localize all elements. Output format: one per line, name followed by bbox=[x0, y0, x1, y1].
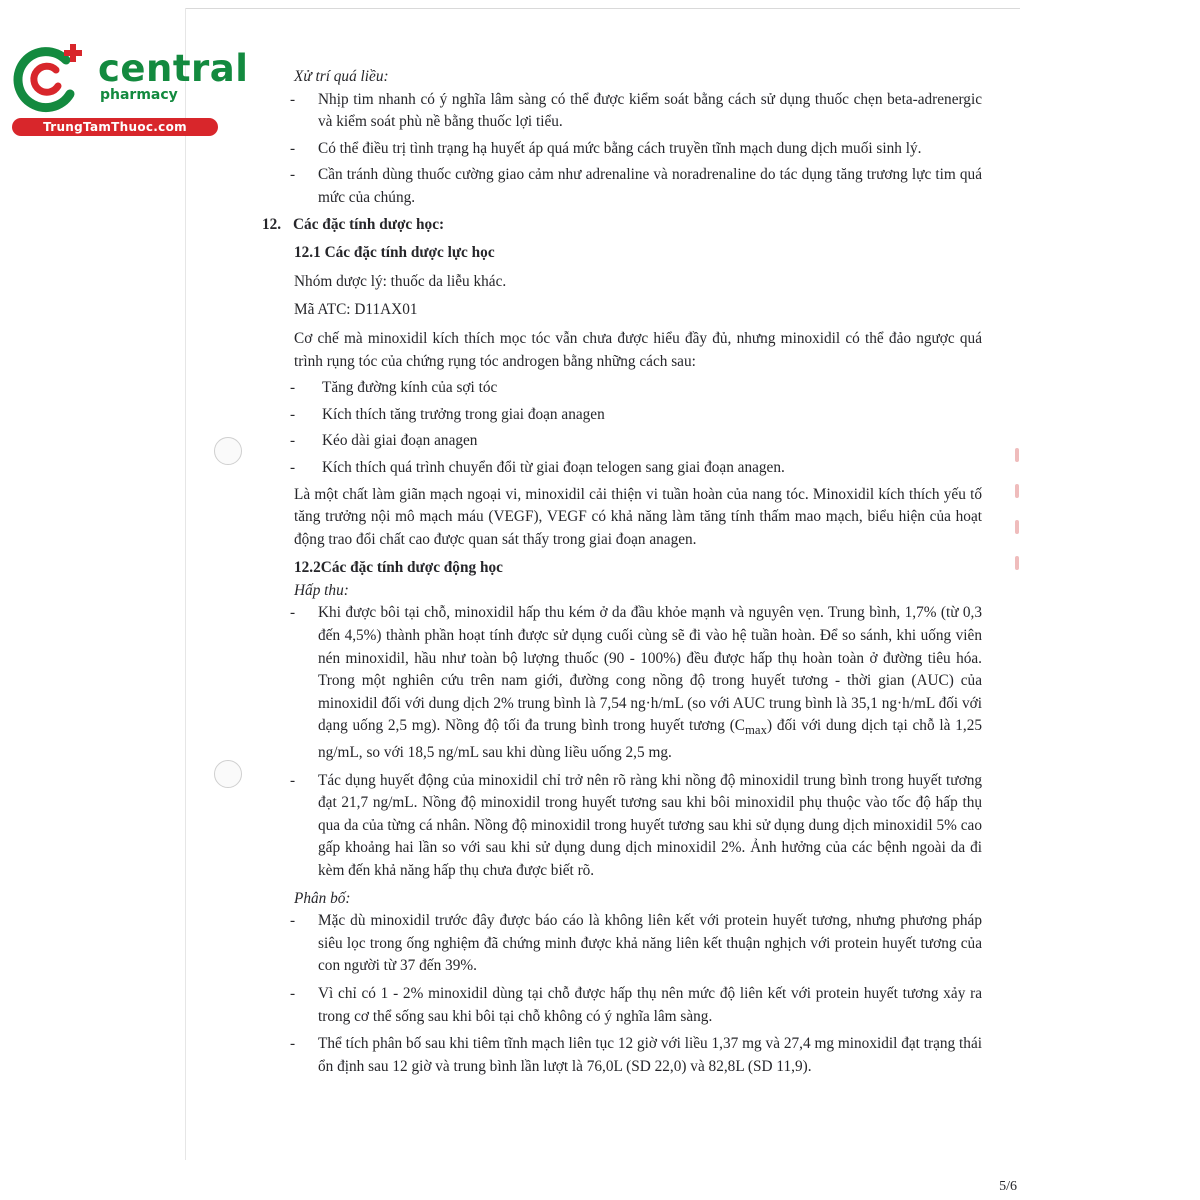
vasodilator-paragraph: Là một chất làm giãn mạch ngoại vi, minoxidil cải thiện vi tuần hoàn của nang tóc. Minoxidil kích thích yếu tố tăng trưởng nội mô mạch máu (VEGF), VEGF có khả năng làm tăng tính thấm mao mạch, biểu hiện của hoạt động trao đổi chất cao được quan sát thấy trong giai đoạn anagen. bbox=[294, 485, 982, 548]
dash: - bbox=[290, 771, 296, 789]
page-edge bbox=[185, 8, 1020, 9]
list-item bbox=[262, 1033, 982, 1078]
absorption-list bbox=[262, 602, 982, 882]
dash: - bbox=[290, 604, 296, 622]
list-item bbox=[262, 457, 982, 480]
logo-brand: central bbox=[98, 47, 249, 90]
document-body bbox=[262, 66, 982, 1083]
mechanism-intro: Cơ chế mà minoxidil kích thích mọc tóc vẫn chưa được hiểu đầy đủ, nhưng minoxidil có thể đảo ngược quá trình rụng tóc của chứng rụng tóc androgen bằng những cách sau: bbox=[294, 329, 982, 370]
dash: - bbox=[290, 1035, 296, 1053]
distribution-list bbox=[262, 910, 982, 1078]
list-item-text: Thể tích phân bố sau khi tiêm tĩnh mạch liên tục 12 giờ với liều 1,37 mg và 27,4 mg minoxidil đạt trạng thái ổn định sau 12 giờ và trung bình lần lượt là 76,0L (SD 22,0) và 82,8L (SD 11,9). bbox=[318, 1035, 982, 1075]
list-item-text: Kéo dài giai đoạn anagen bbox=[322, 432, 478, 450]
dash: - bbox=[290, 912, 296, 930]
page-number: 5/6 bbox=[999, 1179, 1017, 1194]
central-pharmacy-logo[interactable] bbox=[10, 38, 249, 138]
section-heading bbox=[262, 214, 982, 237]
list-item-text: Kích thích quá trình chuyển đổi từ giai đoạn telogen sang giai đoạn anagen. bbox=[322, 458, 785, 476]
list-item bbox=[262, 377, 982, 400]
list-item-text: Tác dụng huyết động của minoxidil chỉ trở nên rõ ràng khi nồng độ minoxidil trung bình trong huyết tương đạt 21,7 ng/mL. Nồng độ minoxidil trong huyết tương sau khi bôi minoxidil phụ thuộc vào tốc độ hấp thụ qua da của từng cá nhân. Nồng độ minoxidil trong huyết tương sau khi sử dụng dung dịch minoxidil 5% cao gấp khoảng hai lần so với sau khi sử dụng dung dịch minoxidil 2%. Ảnh hưởng của các bệnh ngoài da đi kèm đến khả năng hấp thụ chưa được biết rõ. bbox=[318, 771, 982, 880]
subsection-heading-pharmacodynamics: 12.1 Các đặc tính dược lực học bbox=[294, 244, 495, 262]
stamp-mark bbox=[1010, 448, 1024, 598]
list-item bbox=[262, 430, 982, 453]
dash: - bbox=[290, 405, 296, 423]
pharmacological-group: Nhóm dược lý: thuốc da liễu khác. bbox=[294, 272, 507, 290]
distribution-heading: Phân bố: bbox=[294, 889, 351, 907]
punch-hole bbox=[214, 760, 242, 788]
dash: - bbox=[290, 985, 296, 1003]
list-item-text: Vì chỉ có 1 - 2% minoxidil dùng tại chỗ được hấp thụ nên mức độ liên kết với protein huyết tương xảy ra trong cơ thể sống sau khi bôi tại chỗ không có ý nghĩa lâm sàng. bbox=[318, 985, 982, 1025]
mechanism-list bbox=[262, 377, 982, 479]
dash: - bbox=[290, 166, 296, 184]
list-item-text: Nhịp tim nhanh có ý nghĩa lâm sàng có thể được kiểm soát bằng cách sử dụng thuốc chẹn beta-adrenergic và kiểm soát phù nề bằng thuốc lợi tiểu. bbox=[318, 90, 982, 131]
logo-c-icon bbox=[10, 38, 94, 118]
absorption-heading: Hấp thu: bbox=[294, 581, 349, 599]
punch-hole bbox=[214, 437, 242, 465]
dash: - bbox=[290, 90, 296, 108]
list-item bbox=[262, 164, 982, 209]
logo-subtitle: pharmacy bbox=[100, 87, 178, 103]
list-item-text: Kích thích tăng trưởng trong giai đoạn anagen bbox=[322, 405, 605, 423]
dash: - bbox=[290, 458, 296, 476]
list-item-text: Cần tránh dùng thuốc cường giao cảm như adrenaline và noradrenaline do tác dụng tăng trương lực tim quá mức của chúng. bbox=[318, 166, 982, 206]
list-item bbox=[262, 404, 982, 427]
section-title: Các đặc tính dược học: bbox=[293, 215, 445, 233]
dash: - bbox=[290, 432, 296, 450]
list-item bbox=[262, 983, 982, 1028]
list-item bbox=[262, 138, 982, 161]
list-item-text: Khi được bôi tại chỗ, minoxidil hấp thu kém ở da đầu khỏe mạnh và nguyên vẹn. Trung bình, 1,7% (từ 0,3 đến 4,5%) thành phần hoạt tính được sử dụng cuối cùng sẽ đi vào hệ tuần hoàn. Để so sánh, khi uống viên nén minoxidil, hầu như toàn bộ lượng thuốc (90 - 100%) đều được hấp thụ hoàn toàn ở đường tiêu hóa. Trong một nghiên cứu trên nam giới, đường cong nồng độ trong huyết tương - thời gian (AUC) của minoxidil đối với dung dịch 2% trung bình là 7,54 ng·h/mL (so với AUC trung bình là 35,1 ng·h/mL đối với dạng uống 2,5 mg). Nồng độ tối đa trung bình trong huyết tương (C bbox=[318, 604, 982, 735]
list-item bbox=[262, 602, 982, 764]
cmax-subscript: max bbox=[745, 723, 767, 738]
list-item bbox=[262, 910, 982, 978]
page-edge bbox=[185, 8, 186, 1160]
logo-site-banner: TrungTamThuoc.com bbox=[12, 118, 218, 136]
list-item-text: Có thể điều trị tình trạng hạ huyết áp quá mức bằng cách truyền tĩnh mạch dung dịch muối sinh lý. bbox=[318, 139, 922, 157]
list-item-text: Tăng đường kính của sợi tóc bbox=[322, 379, 498, 397]
overdose-list bbox=[262, 89, 982, 210]
list-item bbox=[262, 89, 982, 134]
dash: - bbox=[290, 139, 296, 157]
list-item-text: Mặc dù minoxidil trước đây được báo cáo là không liên kết với protein huyết tương, nhưng phương pháp siêu lọc trong ống nghiệm đã chứng minh được khả năng liên kết thuận nghịch với protein huyết tương của con người từ 37 đến 39%. bbox=[318, 912, 982, 975]
atc-code: Mã ATC: D11AX01 bbox=[294, 301, 418, 319]
list-item bbox=[262, 770, 982, 883]
list-item-text: ) đối với dung dịch tại chỗ là 1,25 ng/mL, so với 18,5 ng/mL sau khi dùng liều uống 2,5 mg. bbox=[318, 717, 982, 762]
subsection-heading-pharmacokinetics: 12.2Các đặc tính dược động học bbox=[294, 559, 503, 577]
section-number: 12. bbox=[262, 215, 282, 233]
overdose-heading: Xử trí quá liều: bbox=[294, 68, 389, 85]
dash: - bbox=[290, 379, 296, 397]
